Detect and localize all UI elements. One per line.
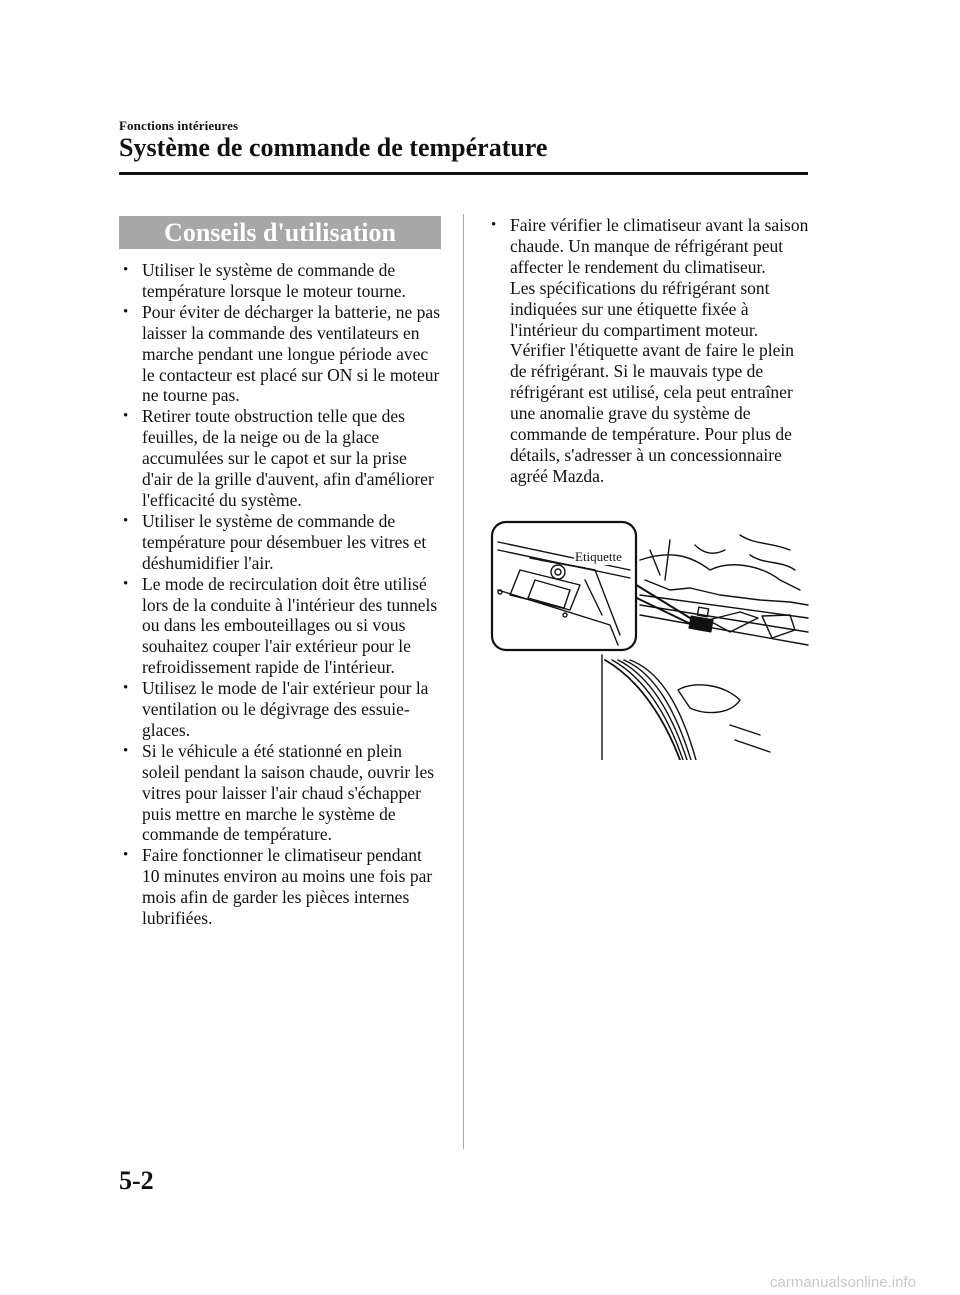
left-column bbox=[119, 216, 441, 929]
engine-compartment-illustration bbox=[490, 520, 810, 760]
section-banner: Conseils d'utilisation bbox=[119, 216, 441, 249]
tips-list bbox=[119, 260, 441, 929]
list-item: • Faire fonctionner le climatiseur pendant 10 minutes environ au moins une fois par mois afin de garder les pièces internes lubrifiées. bbox=[119, 845, 441, 929]
column-divider bbox=[463, 214, 464, 1149]
list-item: • Faire vérifier le climatiseur avant la saison chaude. Un manque de réfrigérant peut affecter le rendement du climatiseur. Les spécifications du réfrigérant sont indiquées sur une étiquette fixée à l'intérieur du compartiment moteur. Vérifier l'étiquette avant de faire le plein de réfrigérant. Si le mauvais type de réfrigérant est utilisé, cela peut entraîner une anomalie grave du système de commande de température. Pour plus de détails, s'adresser à un concessionnaire agréé Mazda. bbox=[487, 215, 809, 487]
tips-list-continued bbox=[487, 215, 809, 487]
list-item: • Le mode de recirculation doit être utilisé lors de la conduite à l'intérieur des tunnels ou dans les embouteillages ou si vous souhaitez couper l'air extérieur pour le refroidissement rapide de l'intérieur. bbox=[119, 574, 441, 679]
list-item: • Retirer toute obstruction telle que des feuilles, de la neige ou de la glace accumulées sur le capot et sur la prise d'air de la grille d'auvent, afin d'améliorer l'efficacité du système. bbox=[119, 406, 441, 511]
figure-label-etiquette: Etiquette bbox=[575, 549, 622, 564]
list-item: • Utiliser le système de commande de température pour désembuer les vitres et déshumidifier l'air. bbox=[119, 511, 441, 574]
header-rule bbox=[119, 172, 808, 175]
list-item: • Utiliser le système de commande de température lorsque le moteur tourne. bbox=[119, 260, 441, 302]
list-item: • Si le véhicule a été stationné en plein soleil pendant la saison chaude, ouvrir les vitres pour laisser l'air chaud s'échapper puis mettre en marche le système de commande de température. bbox=[119, 741, 441, 846]
right-column bbox=[487, 215, 809, 487]
list-item: • Utilisez le mode de l'air extérieur pour la ventilation ou le dégivrage des essuie-glaces. bbox=[119, 678, 441, 741]
page-number: 5-2 bbox=[119, 1166, 154, 1195]
list-item: • Pour éviter de décharger la batterie, ne pas laisser la commande des ventilateurs en marche pendant une longue période avec le contacteur est placé sur ON si le moteur ne tourne pas. bbox=[119, 302, 441, 407]
section-name: Fonctions intérieures bbox=[119, 118, 239, 133]
page-title: Système de commande de température bbox=[119, 133, 548, 162]
watermark: carmanualsonline.info bbox=[770, 1274, 916, 1291]
